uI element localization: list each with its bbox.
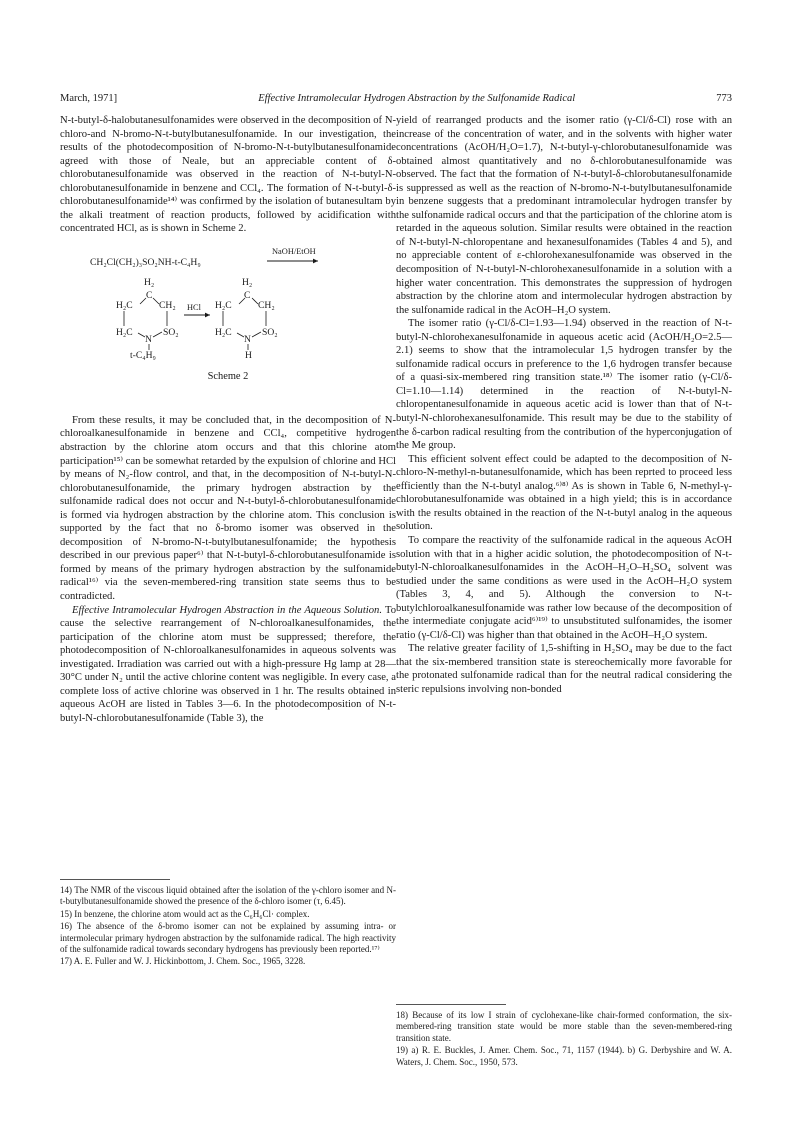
sultam-b-c: C	[244, 289, 251, 301]
hcl-label: HCl	[187, 302, 201, 312]
reagent-label: NaOH/EtOH	[272, 246, 316, 256]
footnote-18: 18) Because of its low I strain of cyclohexane-like chair-formed conformation, the six-membered-ring transition state would be more stable than the seven-membered-ring transition state.	[396, 1010, 732, 1043]
sultam-a-h2c-top: H₂C	[116, 299, 133, 311]
section-text: To cause the selective rearrangement of N-chloroalkanesulfonamides, the participation of the chlorine atom must be suppressed; therefore, the photodecomposition of N-chloroalkanesulfonamides in aqueous solvents was investigated. Irradiation was carried out with a high-pressure Hg lamp at 28—30°C under N₂ until the active chlorine content was negligible. In every case, a complete loss of active chlorine was observed in 1 hr. The results obtained in aqueous AcOH are listed in Tables 3—6. In the photodecomposition of N-t-butyl-N-chlorobutanesulfonamide (Table 3), the	[60, 604, 396, 724]
sultam-b-substituent: H	[245, 349, 252, 361]
sultam-b-so2: SO₂	[262, 326, 278, 338]
footnote-19: 19) a) R. E. Buckles, J. Amer. Chem. Soc., 71, 1157 (1944). b) G. Derbyshire and W. A. Waters, J. Chem. Soc., 1950, 573.	[396, 1045, 732, 1067]
sultam-b-ch2: CH₂	[258, 299, 275, 311]
paragraph: To compare the reactivity of the sulfonamide radical in the aqueous AcOH solution with that in a higher acidic solution, the photodecomposition of N-t-butyl-N-chloroalkanesulfonamides in the AcOH–H₂O–H₂SO₄ solvent was studied under the same conditions as were used in the AcOH–H₂O system (Tables 3, 4, and 5). Although the conversion to N-t-butylchloroalkanesulfonamide was rather low because of the decomposition of the intermediate conjugate acid⁶⁾¹⁹⁾ to unsubstituted sulfonamides, the isomer ratio (γ-Cl/δ-Cl) was higher than that obtained in the AcOH–H₂O system.	[396, 534, 732, 641]
sultam-a-h2c-bottom: H₂C	[116, 326, 133, 338]
left-column	[60, 114, 396, 726]
footnotes-left	[60, 879, 396, 969]
sultam-b-h2c-top: H₂C	[215, 299, 232, 311]
sultam-b-n: N	[244, 333, 251, 345]
reactant-formula: CH₂Cl(CH₂)₃SO₂NH-t-C₄H₉	[90, 256, 201, 268]
sultam-a-ch2: CH₂	[159, 299, 176, 311]
page-number: 773	[716, 93, 732, 104]
paragraph: yield of rearranged products and the isomer ratio (γ-Cl/δ-Cl) rose with an increase of the concentration of water, and in the solvents with higher water concentrations (AcOH/H₂O=1.7), N-t-butyl-γ-chlorobutanesulfonamide was obtained almost quantitatively and no δ-chlorobutanesulfonamide was observed. The fact that the formation of N-t-butyl-δ-chlorobutanesulfonamide is suppressed as well as the reaction of N-bromo-N-t-butylbutanesulfonamide in benzene suggests that a predominant intramolecular hydrogen transfer by the sulfonamide radical occurs and that the participation of the chlorine atom is retarded in the aqueous solution. Similar results were obtained in the reaction of N-t-butyl-N-chloropentane and hexanesulfonamides (Tables 4 and 5), and no appreciable content of ε-chlorohexanesulfonamide was observed in the decomposition of N-t-butyl-N-chlorohexanesulfonamide in a solution with a higher water concentration. This demonstrates the suppression of hydrogen abstraction by the chlorine atom and intermolecular hydrogen abstraction by the sulfonamide radical in the AcOH–H₂O system.	[396, 115, 732, 316]
sultam-a-substituent: t-C₄H₉	[130, 349, 156, 361]
footnote-rule	[60, 879, 170, 880]
paragraph	[60, 604, 396, 726]
sultam-a-n: N	[145, 333, 152, 345]
paragraph: This efficient solvent effect could be adapted to the decomposition of N-chloro-N-methyl-n-butanesulfonamide, which has been reprted to proceed less efficiently than the N-t-butyl analog.⁶⁾⁸⁾ As is shown in Table 6, N-methyl-γ-chlorobutanesulfonamide was obtained in a high yield; this is in accordance with the results obtained in the reaction of the N-t-butyl analog in the aqueous solution.	[396, 453, 732, 533]
section-heading: Effective Intramolecular Hydrogen Abstraction in the Aqueous Solution.	[72, 604, 382, 616]
sultam-a-h2: H₂	[144, 276, 155, 288]
footnote-rule	[396, 1004, 506, 1005]
right-column	[396, 114, 732, 697]
running-head	[60, 93, 732, 104]
scheme-caption: Scheme 2	[207, 370, 249, 382]
paragraph: N-t-butyl-δ-halobutanesulfonamides were observed in the decomposition of N-chloro-and N-bromo-N-t-butylbutanesulfonamide. In our investigation, the results of the photodecomposition of N-bromo-N-t-butylbutanesulfonamide agreed with those of Neale, but an appreciable content of δ-chlorobutanesulfonamide was observed in the reaction of N-t-butyl-N-chlorobutanesulfonamide in benzene and CCl₄. The formation of N-t-butyl-δ-chlorobutanesulfonamide¹⁴⁾ was confirmed by the isolation of butanesultam by the alkali treatment of reaction products, followed by acidification with concentrated HCl, as is shown in Scheme 2.	[60, 115, 396, 235]
footnotes-right	[396, 1004, 732, 1069]
scheme-2	[60, 236, 396, 414]
sultam-b-h2: H₂	[242, 276, 253, 288]
scheme-2-drawing	[60, 236, 396, 414]
footnote-15: 15) In benzene, the chlorine atom would act as the C₆H₆Cl· complex.	[60, 908, 310, 919]
issue-date: March, 1971]	[60, 93, 118, 104]
running-title: Effective Intramolecular Hydrogen Abstraction by the Sulfonamide Radical	[258, 93, 576, 104]
paragraph: The isomer ratio (γ-Cl/δ-Cl=1.93—1.94) observed in the reaction of N-t-butyl-N-chlorohexanesulfonamide in aqueous acetic acid (AcOH/H₂O=2.5—2.1) seems to show that the intramolecular 1,5 hydrogen transfer by the sulfonamide radical occurs in preference to the 1,6 hydrogen transfer because of a quasi-six-membered ring transition state.¹⁸⁾ The isomer ratio (γ-Cl/δ-Cl=1.10—1.14) determined in the reaction of N-t-butyl-N-chloropentanesulfonamide in aqueous acetic acid is lower than that of N-t-butyl-N-chlorohexanesulfonamide. This result may be due to the stability of the δ-carbon radical resulting from the contribution of the hyperconjugation of the Me group.	[396, 318, 732, 452]
footnote-14: 14) The NMR of the viscous liquid obtained after the isolation of the γ-chloro isomer and N-t-butylbutanesulfonamide showed the presence of the δ-chloro isomer (τ, 6.45).	[60, 885, 396, 907]
paragraph: The relative greater facility of 1,5-shifting in H₂SO₄ may be due to the fact that the six-membered transition state is stereochemically more favorable for the protonated sulfonamide radical than for the neutral radical considering the steric repulsions involving non-bonded	[396, 643, 732, 695]
footnote-16: 16) The absence of the δ-bromo isomer can not be explained by assuming intra- or intermolecular primary hydrogen abstraction by the sulfonamide radical. The high reactivity of the sulfonamide radical towards secondary hydrogens has previously been reported.¹⁷⁾	[60, 921, 396, 955]
sultam-a-c: C	[146, 289, 153, 301]
sultam-b-h2c-bottom: H₂C	[215, 326, 232, 338]
sultam-a-so2: SO₂	[163, 326, 179, 338]
paragraph: From these results, it may be concluded that, in the decomposition of N-chloroalkanesulfonamide in benzene and CCl₄, competitive hydrogen abstraction by the chlorine atom occurs and that this chlorine atom participation¹⁵⁾ can be somewhat retarded by the expulsion of chlorine and HCl by means of N₂-flow control, and that, in the decomposition of N-t-butyl-N-chlorobutanesulfonamide, the primary hydrogen abstraction by the sulfonamide radical does not occur and N-t-butyl-δ-chlorobutanesulfonamide is formed via hydrogen abstraction by the chlorine atom. This conclusion is supported by the fact that no δ-bromo isomer was observed in the decomposition of N-bromo-N-t-butylbutanesulfonamide; the hypothesis described in our previous paper⁶⁾ that N-t-butyl-δ-chlorobutanesulfonamide is formed by means of the primary hydrogen abstraction by the sulfonamide radical¹⁶⁾ via the seven-membered-ring transition state seems thus to be contradicted.	[60, 414, 396, 603]
footnote-17: 17) A. E. Fuller and W. J. Hickinbottom, J. Chem. Soc., 1965, 3228.	[60, 956, 306, 967]
